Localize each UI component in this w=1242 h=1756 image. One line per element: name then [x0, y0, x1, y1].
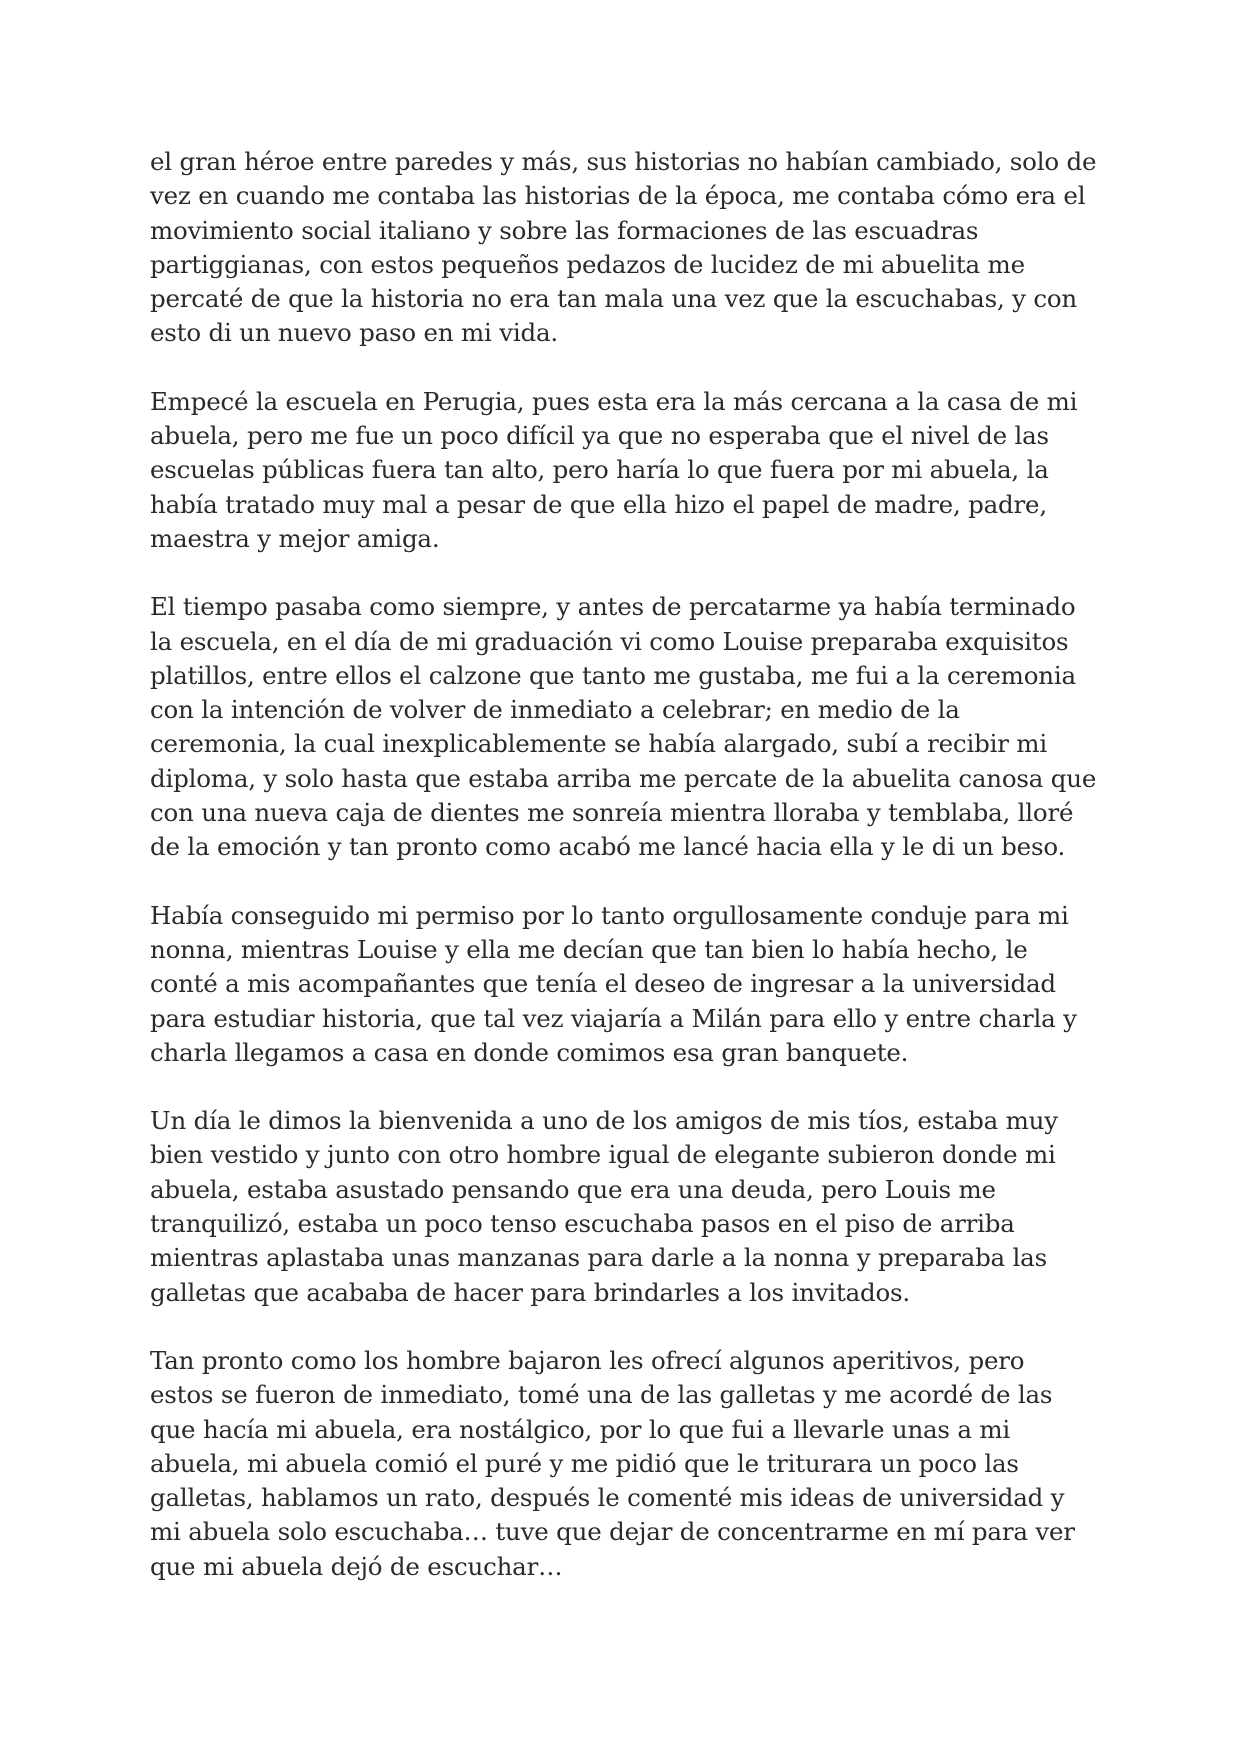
text-line: movimiento social italiano y sobre las formaciones de las escuadras [150, 215, 979, 245]
text-line: esto di un nuevo paso en mi vida. [150, 318, 559, 348]
paragraph-5 [150, 1104, 1110, 1310]
paragraph-6 [150, 1344, 1110, 1584]
text-line: abuela, mi abuela comió el puré y me pidió que le triturara un poco las [150, 1448, 1019, 1478]
text-line: ceremonia, la cual inexplicablemente se había alargado, subí a recibir mi [150, 729, 1047, 759]
text-line: maestra y mejor amiga. [150, 523, 440, 553]
text-line: abuela, estaba asustado pensando que era una deuda, pero Louis me [150, 1174, 996, 1204]
text-line: conté a mis acompañantes que tenía el deseo de ingresar a la universidad [150, 969, 1056, 999]
text-line: mi abuela solo escuchaba… tuve que dejar de concentrarme en mí para ver [150, 1517, 1075, 1547]
text-line: la escuela, en el día de mi graduación vi como Louise preparaba exquisitos [150, 626, 1069, 656]
text-line: partiggianas, con estos pequeños pedazos de lucidez de mi abuelita me [150, 249, 1025, 279]
text-line: El tiempo pasaba como siempre, y antes de percatarme ya había terminado [150, 592, 1076, 622]
text-line: Un día le dimos la bienvenida a uno de los amigos de mis tíos, estaba muy [150, 1106, 1058, 1136]
text-line: platillos, entre ellos el calzone que tanto me gustaba, me fui a la ceremonia [150, 660, 1076, 690]
text-line: que mi abuela dejó de escuchar… [150, 1551, 563, 1581]
text-line: Había conseguido mi permiso por lo tanto orgullosamente conduje para mi [150, 900, 1069, 930]
text-line: el gran héroe entre paredes y más, sus historias no habían cambiado, solo de [150, 147, 1097, 176]
paragraph-1 [150, 145, 1110, 351]
text-line: con la intención de volver de inmediato a celebrar; en medio de la [150, 695, 960, 725]
text-line: percaté de que la historia no era tan mala una vez que la escuchabas, y con [150, 284, 1078, 314]
text-line: Tan pronto como los hombre bajaron les ofrecí algunos aperitivos, pero [150, 1345, 1025, 1375]
text-line: tranquilizó, estaba un poco tenso escuchaba pasos en el piso de arriba [150, 1209, 1015, 1239]
text-line: de la emoción y tan pronto como acabó me lancé hacia ella y le di un beso. [150, 832, 1066, 862]
paragraph-3 [150, 590, 1110, 864]
text-line: diploma, y solo hasta que estaba arriba me percate de la abuelita canosa que [150, 763, 1097, 793]
text-line: nonna, mientras Louise y ella me decían que tan bien lo había hecho, le [150, 934, 1028, 964]
text-line: con una nueva caja de dientes me sonreía mientra lloraba y temblaba, lloré [150, 798, 1074, 828]
text-line: bien vestido y junto con otro hombre igual de elegante subieron donde mi [150, 1140, 1056, 1170]
text-line: estos se fueron de inmediato, tomé una de las galletas y me acordé de las [150, 1380, 1053, 1410]
text-line: charla llegamos a casa en donde comimos esa gran banquete. [150, 1037, 909, 1067]
paragraph-2 [150, 385, 1110, 556]
text-line: abuela, pero me fue un poco difícil ya que no esperaba que el nivel de las [150, 421, 1049, 451]
text-line: galletas que acababa de hacer para brindarles a los invitados. [150, 1277, 910, 1307]
text-line: galletas, hablamos un rato, después le comenté mis ideas de universidad y [150, 1483, 1065, 1513]
text-line: para estudiar historia, que tal vez viajaría a Milán para ello y entre charla y [150, 1003, 1077, 1033]
text-line: mientras aplastaba unas manzanas para darle a la nonna y preparaba las [150, 1243, 1047, 1273]
text-line: escuelas públicas fuera tan alto, pero haría lo que fuera por mi abuela, la [150, 455, 1049, 485]
text-line: vez en cuando me contaba las historias de la época, me contaba cómo era el [150, 181, 1086, 211]
paragraph-4 [150, 899, 1110, 1070]
text-line: Empecé la escuela en Perugia, pues esta era la más cercana a la casa de mi [150, 386, 1078, 416]
text-line: que hacía mi abuela, era nostálgico, por lo que fui a llevarle unas a mi [150, 1414, 1011, 1444]
document-body [150, 145, 1110, 1618]
text-line: había tratado muy mal a pesar de que ella hizo el papel de madre, padre, [150, 489, 1047, 519]
